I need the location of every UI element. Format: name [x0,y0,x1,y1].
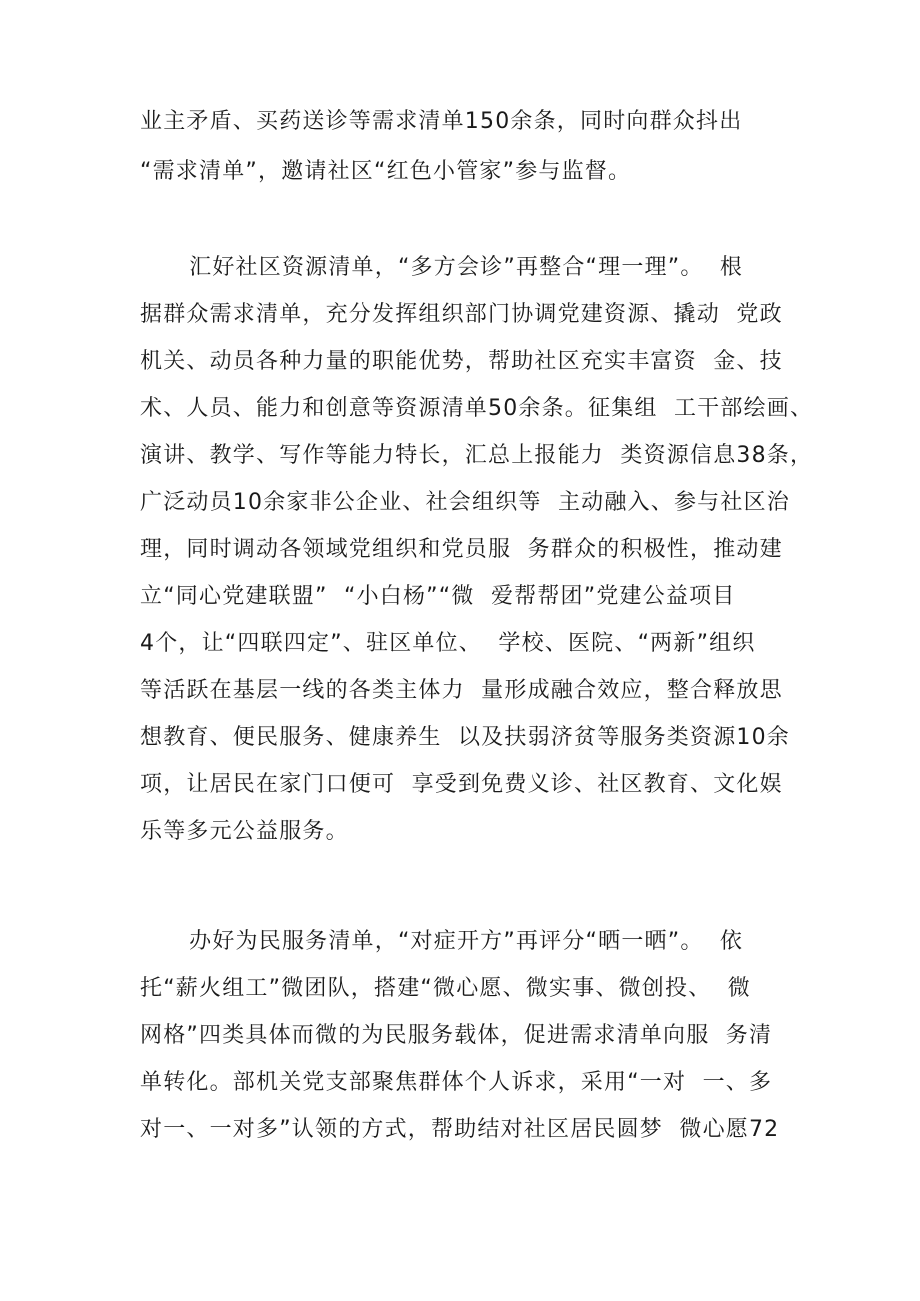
paragraph-2-line-2: 据群众需求清单，充分发挥组织部门协调党建资源、撬动 党政 [140,302,783,327]
paragraph-3-line-1: 办好为民服务清单，“对症开方”再评分“晒一晒”。 依 [140,929,744,954]
paragraph-2-line-4: 术、人员、能力和创意等资源清单50余条。征集组 工干部绘画、 [140,396,814,421]
paragraph-2-line-1: 汇好社区资源清单，“多方会诊”再整合“理一理”。 根 [140,255,744,280]
paragraph-2-line-12: 项，让居民在家门口便可 享受到免费义诊、社区教育、文化娱 [140,772,783,797]
paragraph-3-line-3: 网格”四类具体而微的为民服务载体，促进需求清单向服 务清 [140,1023,773,1048]
paragraph-2-line-13: 乐等多元公益服务。 [140,819,349,844]
paragraph-3-line-5: 对一、一对多”认领的方式，帮助结对社区居民圆梦 微心愿72 [140,1117,780,1142]
paragraph-2-line-7: 理，同时调动各领域党组织和党员服 务群众的积极性，推动建 [140,537,783,562]
paragraph-2-line-11: 想教育、便民服务、健康养生 以及扶弱济贫等服务类资源10余 [140,725,790,750]
paragraph-1-line-2: “需求清单”，邀请社区“红色小管家”参与监督。 [140,159,632,184]
paragraph-3-line-4: 单转化。部机关党支部聚焦群体个人诉求，采用“一对 一、多 [140,1070,773,1095]
paragraph-1-line-1: 业主矛盾、买药送诊等需求清单150余条，同时向群众抖出 [140,109,743,134]
paragraph-3-line-2: 托“薪火组工”微团队，搭建“微心愿、微实事、微创投、 微 [140,976,751,1001]
paragraph-2-line-3: 机关、动员各种力量的职能优势，帮助社区充实丰富资 金、技 [140,349,783,374]
paragraph-2-line-5: 演讲、教学、写作等能力特长，汇总上报能力 类资源信息38条， [140,443,814,468]
paragraph-2-line-10: 等活跃在基层一线的各类主体力 量形成融合效应，整合释放思 [140,678,783,703]
paragraph-2-line-6: 广泛动员10余家非公企业、社会组织等 主动融入、参与社区治 [140,490,790,515]
paragraph-2-line-9: 4个，让“四联四定”、驻区单位、 学校、医院、“两新”组织 [140,631,756,656]
paragraph-2-line-8: 立“同心党建联盟” “小白杨”“微 爱帮帮团”党建公益项目 [140,584,736,609]
